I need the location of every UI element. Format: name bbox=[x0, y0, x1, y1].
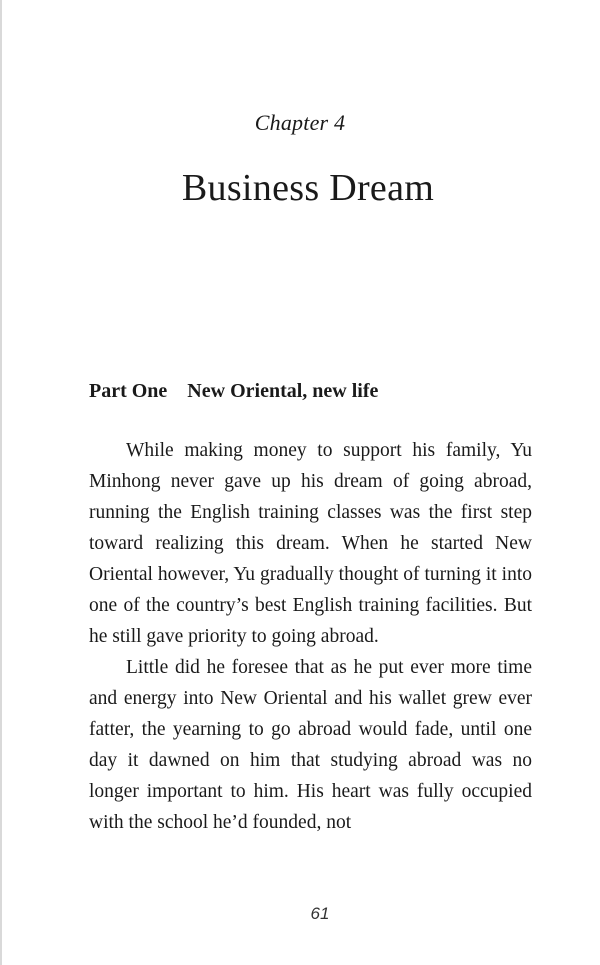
page-number: 61 bbox=[310, 904, 330, 923]
page-edge bbox=[0, 0, 2, 965]
section-heading: Part One New Oriental, new life bbox=[89, 380, 379, 402]
paragraph-2: Little did he foresee that as he put ever more time and energy into New Oriental and his wallet grew ever fatter, the yearning to go abroad would fade, until one day it dawned on him that studying abroad was no longer important to him. His heart was fully occupied with the school he’d founded, not bbox=[89, 657, 532, 833]
chapter-label: Chapter 4 bbox=[254, 110, 346, 135]
paragraph-1: While making money to support his family, Yu Minhong never gave up his dream of going abroad, running the English training classes was the first step toward realizing this dream. When he started New Oriental however, Yu gradually thought of turning it into one of the country’s best English training facilities. But he still gave priority to going abroad. bbox=[89, 440, 532, 647]
body-text bbox=[89, 435, 532, 838]
chapter-title: Business Dream bbox=[181, 167, 435, 209]
